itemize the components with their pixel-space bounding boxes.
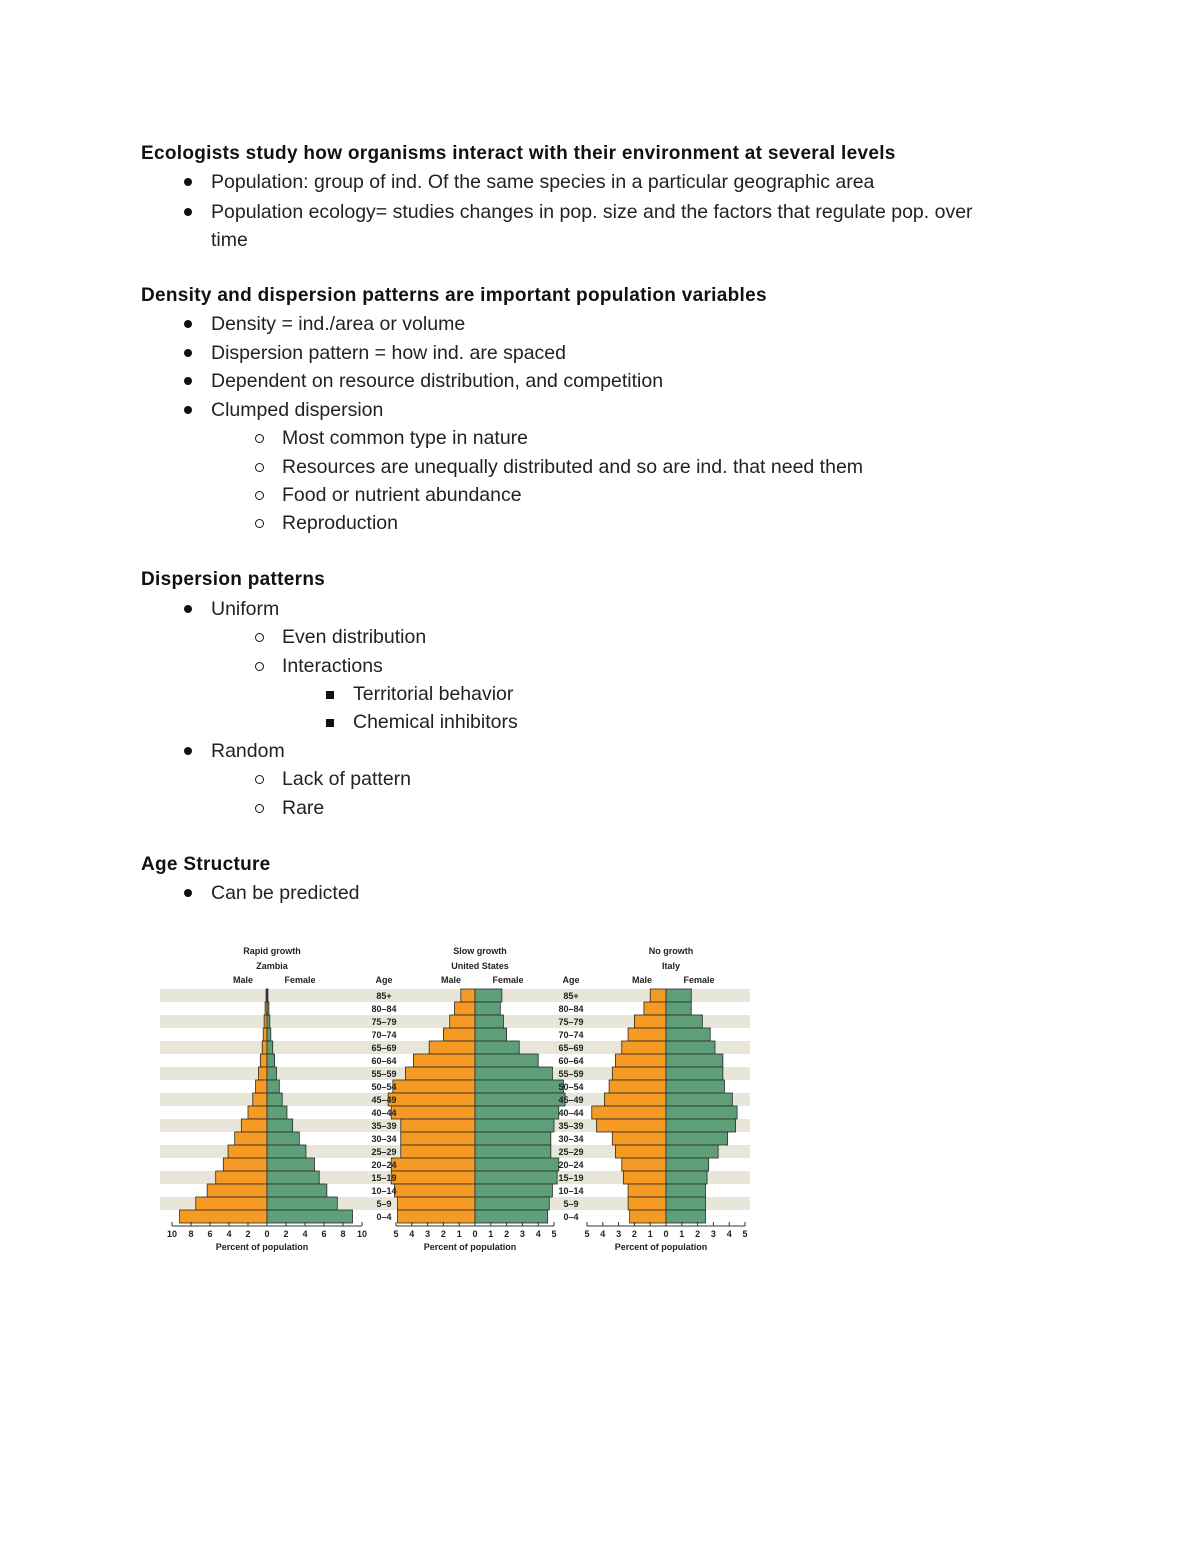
x-tick-label: 0 [264,1229,270,1239]
male-bar [650,989,666,1002]
female-bar [666,1093,732,1106]
female-bar [267,1197,337,1210]
sub-bullet-item [282,623,426,651]
filled-bullet-icon [178,595,198,623]
age-label: 20–24 [371,1160,397,1170]
age-label: 30–34 [371,1134,397,1144]
female-bar [666,1067,723,1080]
male-bar [263,1028,267,1041]
female-bar [267,1132,299,1145]
age-label: 10–14 [558,1186,584,1196]
bullet-text: Interactions [282,655,383,677]
female-bar [475,1106,559,1119]
male-bar [388,1093,475,1106]
male-bar [393,1080,475,1093]
age-label: 25–29 [558,1147,584,1157]
age-label: 0–4 [376,1212,392,1222]
male-bar [615,1054,666,1067]
male-bar [612,1132,666,1145]
bullet-text: Territorial behavior [353,683,514,705]
age-label: 70–74 [558,1030,584,1040]
age-label: 15–19 [558,1173,584,1183]
male-bar [391,1158,475,1171]
age-label: 30–34 [558,1134,584,1144]
male-bar [228,1145,267,1158]
female-bar [666,1054,723,1067]
female-bar [666,1028,710,1041]
male-bar [398,1210,475,1223]
bullet-text: Population ecology= studies changes in pop. size and the factors that regulate pop. over [211,201,973,223]
x-tick-label: 8 [340,1229,346,1239]
age-axis-title: Age [562,975,580,985]
sub-bullet-item [282,453,863,481]
filled-bullet-icon [178,339,198,367]
female-bar [666,1002,691,1015]
male-bar [196,1197,267,1210]
female-bar [475,1210,548,1223]
x-tick-label: 3 [710,1229,716,1239]
male-bar [256,1080,267,1093]
hollow-bullet-icon [249,453,269,481]
male-bar [644,1002,666,1015]
filled-bullet-icon [178,310,198,338]
pyramid-subtitle: Zambia [256,961,288,971]
male-bar [596,1119,666,1132]
bullet-item [211,879,360,907]
female-bar [267,989,268,1002]
bullet-text: Population: group of ind. Of the same species in a particular geographic area [211,171,875,193]
x-tick-label: 2 [631,1229,637,1239]
x-tick-label: 5 [742,1229,748,1239]
x-tick-label: 4 [302,1229,308,1239]
female-bar [475,1132,551,1145]
male-label: Male [631,975,653,985]
x-tick-label: 1 [488,1229,494,1239]
section-heading-density: Density and dispersion patterns are important population variables [141,285,767,306]
pyramid-subtitle: Italy [661,961,681,971]
female-bar [475,1197,549,1210]
age-label: 70–74 [371,1030,397,1040]
male-bar [262,1041,267,1054]
male-bar [615,1145,666,1158]
female-bar [666,989,691,1002]
male-bar [223,1158,267,1171]
female-bar [267,1015,270,1028]
x-tick-label: 0 [472,1229,478,1239]
x-axis-title: Percent of population [215,1242,309,1252]
section-heading-levels: Ecologists study how organisms interact with their environment at several levels [141,143,896,164]
male-bar [398,1197,475,1210]
bullet-text: Most common type in nature [282,427,529,449]
male-bar [628,1197,666,1210]
filled-bullet-icon [178,168,198,196]
male-bar [180,1210,267,1223]
age-label: 25–29 [371,1147,397,1157]
female-bar [475,1145,551,1158]
pyramid-title: No growth [648,946,694,956]
age-label: 65–69 [558,1043,584,1053]
section-heading-dispersion: Dispersion patterns [141,569,326,590]
female-bar [666,1106,737,1119]
filled-bullet-icon [178,367,198,395]
bullet-item [211,339,566,367]
x-tick-label: 8 [188,1229,194,1239]
x-tick-label: 2 [283,1229,289,1239]
age-label: 5–9 [563,1199,579,1209]
male-bar [622,1041,666,1054]
female-bar [267,1145,306,1158]
female-bar [267,1054,275,1067]
age-label: 85+ [376,991,392,1001]
bullet-text: Resources are unequally distributed and so are ind. that need them [282,456,864,478]
female-label: Female [492,975,524,985]
age-label: 55–59 [558,1069,584,1079]
female-bar [475,1002,500,1015]
bullet-item [211,310,465,338]
male-bar [413,1054,475,1067]
x-tick-label: 1 [456,1229,462,1239]
hollow-bullet-icon [249,652,269,680]
female-bar [475,1119,554,1132]
age-label: 80–84 [558,1004,584,1014]
section-heading-age-structure: Age Structure [141,854,271,875]
sub-sub-bullet-item [353,708,518,736]
x-tick-label: 6 [321,1229,327,1239]
female-bar [267,1093,282,1106]
x-tick-label: 1 [679,1229,685,1239]
age-label: 35–39 [558,1121,584,1131]
female-bar [666,1145,718,1158]
age-label: 45–49 [371,1095,397,1105]
bullet-text: Even distribution [282,626,427,648]
x-tick-label: 2 [695,1229,701,1239]
age-label: 60–64 [558,1056,584,1066]
male-bar [401,1132,475,1145]
age-label: 55–59 [371,1069,397,1079]
age-label: 45–49 [558,1095,584,1105]
female-bar [475,1080,563,1093]
age-label: 65–69 [371,1043,397,1053]
age-label: 40–44 [371,1108,397,1118]
male-bar [216,1171,267,1184]
female-label: Female [284,975,316,985]
female-bar [475,1093,565,1106]
female-bar [267,1067,277,1080]
female-bar [666,1197,706,1210]
female-bar [666,1015,702,1028]
hollow-bullet-icon [249,765,269,793]
female-label: Female [683,975,715,985]
hollow-bullet-icon [249,481,269,509]
bullet-text: Rare [282,797,325,819]
male-bar [634,1015,666,1028]
age-label: 75–79 [371,1017,397,1027]
female-bar [475,1028,507,1041]
female-bar [475,1015,503,1028]
age-label: 35–39 [371,1121,397,1131]
x-tick-label: 2 [440,1229,446,1239]
male-label: Male [232,975,254,985]
female-bar [475,1054,538,1067]
x-tick-label: 4 [726,1229,732,1239]
filled-bullet-icon [178,396,198,424]
bullet-item [211,367,663,395]
x-tick-label: 10 [356,1229,368,1239]
sub-bullet-item [282,765,411,793]
bullet-text: Dependent on resource distribution, and competition [211,370,664,392]
sub-bullet-item [282,509,398,537]
female-bar [666,1041,715,1054]
male-bar [609,1080,666,1093]
female-bar [666,1132,728,1145]
female-bar [267,1184,327,1197]
male-bar [405,1067,475,1080]
female-bar [666,1158,709,1171]
x-tick-label: 10 [166,1229,178,1239]
female-bar [475,1067,552,1080]
hollow-bullet-icon [249,623,269,651]
age-label: 75–79 [558,1017,584,1027]
square-bullet-icon [320,680,340,708]
female-bar [267,1080,279,1093]
age-label: 40–44 [558,1108,584,1118]
pyramid-title: Rapid growth [243,946,301,956]
male-bar [248,1106,267,1119]
hollow-bullet-icon [249,794,269,822]
hollow-bullet-icon [249,424,269,452]
female-bar [267,1158,315,1171]
bullet-text: Density = ind./area or volume [211,313,466,335]
female-bar [666,1184,706,1197]
bullet-text: Can be predicted [211,882,360,904]
male-bar [401,1119,475,1132]
x-tick-label: 4 [600,1229,606,1239]
female-bar [267,1041,273,1054]
female-bar [666,1171,707,1184]
male-bar [450,1015,475,1028]
male-bar [235,1132,267,1145]
male-bar [394,1184,475,1197]
female-bar [666,1210,706,1223]
age-label: 50–54 [558,1082,584,1092]
male-bar [612,1067,666,1080]
age-label: 20–24 [558,1160,584,1170]
x-tick-label: 4 [226,1229,232,1239]
x-tick-label: 1 [647,1229,653,1239]
bullet-text: Random [211,740,285,762]
bullet-text: Food or nutrient abundance [282,484,522,506]
hollow-bullet-icon [249,509,269,537]
male-bar [628,1184,666,1197]
bullet-text: Uniform [211,598,280,620]
bullet-item [211,168,874,196]
bullet-text: Reproduction [282,512,398,534]
bullet-item [211,198,973,226]
bullet-text: Dispersion pattern = how ind. are spaced [211,342,566,364]
bullet-item [211,737,285,765]
x-tick-label: 3 [519,1229,525,1239]
age-label: 10–14 [371,1186,397,1196]
x-tick-label: 2 [504,1229,510,1239]
female-bar [267,1106,287,1119]
x-tick-label: 4 [535,1229,541,1239]
female-bar [475,1158,559,1171]
male-bar [391,1106,475,1119]
bullet-text: Clumped dispersion [211,399,384,421]
male-bar [443,1028,475,1041]
female-bar [267,1210,353,1223]
pyramid-title: Slow growth [453,946,507,956]
x-tick-label: 5 [551,1229,557,1239]
female-bar [267,1002,269,1015]
x-axis-title: Percent of population [614,1242,708,1252]
x-tick-label: 5 [584,1229,590,1239]
female-bar [475,1041,519,1054]
age-label: 85+ [563,991,579,1001]
male-bar [604,1093,666,1106]
sub-bullet-item [282,652,383,680]
bullet-item [211,396,383,424]
female-bar [666,1119,736,1132]
pyramid-subtitle: United States [451,961,509,971]
filled-bullet-icon [178,737,198,765]
male-bar [622,1158,666,1171]
x-tick-label: 0 [663,1229,669,1239]
age-structure-pyramids [158,940,758,1260]
age-label: 5–9 [376,1199,392,1209]
age-label: 15–19 [371,1173,397,1183]
age-label: 80–84 [371,1004,397,1014]
male-bar [264,1015,267,1028]
male-bar [401,1145,475,1158]
x-tick-label: 6 [207,1229,213,1239]
square-bullet-icon [320,708,340,736]
age-axis-title: Age [375,975,393,985]
x-tick-label: 5 [393,1229,399,1239]
male-bar [628,1028,666,1041]
x-tick-label: 3 [425,1229,431,1239]
male-bar [454,1002,475,1015]
female-bar [267,1028,271,1041]
male-bar [391,1171,475,1184]
sub-bullet-item [282,424,528,452]
bullet-item [211,595,279,623]
male-bar [258,1067,267,1080]
male-bar [429,1041,475,1054]
filled-bullet-icon [178,198,198,226]
female-bar [666,1080,724,1093]
age-label: 50–54 [371,1082,397,1092]
sub-bullet-item [282,794,324,822]
bullet-text: Lack of pattern [282,768,411,790]
age-label: 0–4 [563,1212,579,1222]
bullet-text: Chemical inhibitors [353,711,518,733]
female-bar [267,1119,293,1132]
male-bar [260,1054,267,1067]
x-tick-label: 2 [245,1229,251,1239]
male-bar [592,1106,666,1119]
x-tick-label: 4 [409,1229,415,1239]
male-bar [623,1171,666,1184]
filled-bullet-icon [178,879,198,907]
female-bar [475,989,502,1002]
sub-sub-bullet-item [353,680,513,708]
female-bar [267,1171,319,1184]
male-bar [461,989,475,1002]
male-bar [207,1184,267,1197]
bullet-text-continuation: time [211,229,248,251]
x-axis-title: Percent of population [423,1242,517,1252]
female-bar [475,1171,557,1184]
male-bar [253,1093,267,1106]
male-bar [630,1210,666,1223]
x-tick-label: 3 [616,1229,622,1239]
age-label: 60–64 [371,1056,397,1066]
male-label: Male [440,975,462,985]
sub-bullet-item [282,481,522,509]
male-bar [241,1119,267,1132]
female-bar [475,1184,552,1197]
